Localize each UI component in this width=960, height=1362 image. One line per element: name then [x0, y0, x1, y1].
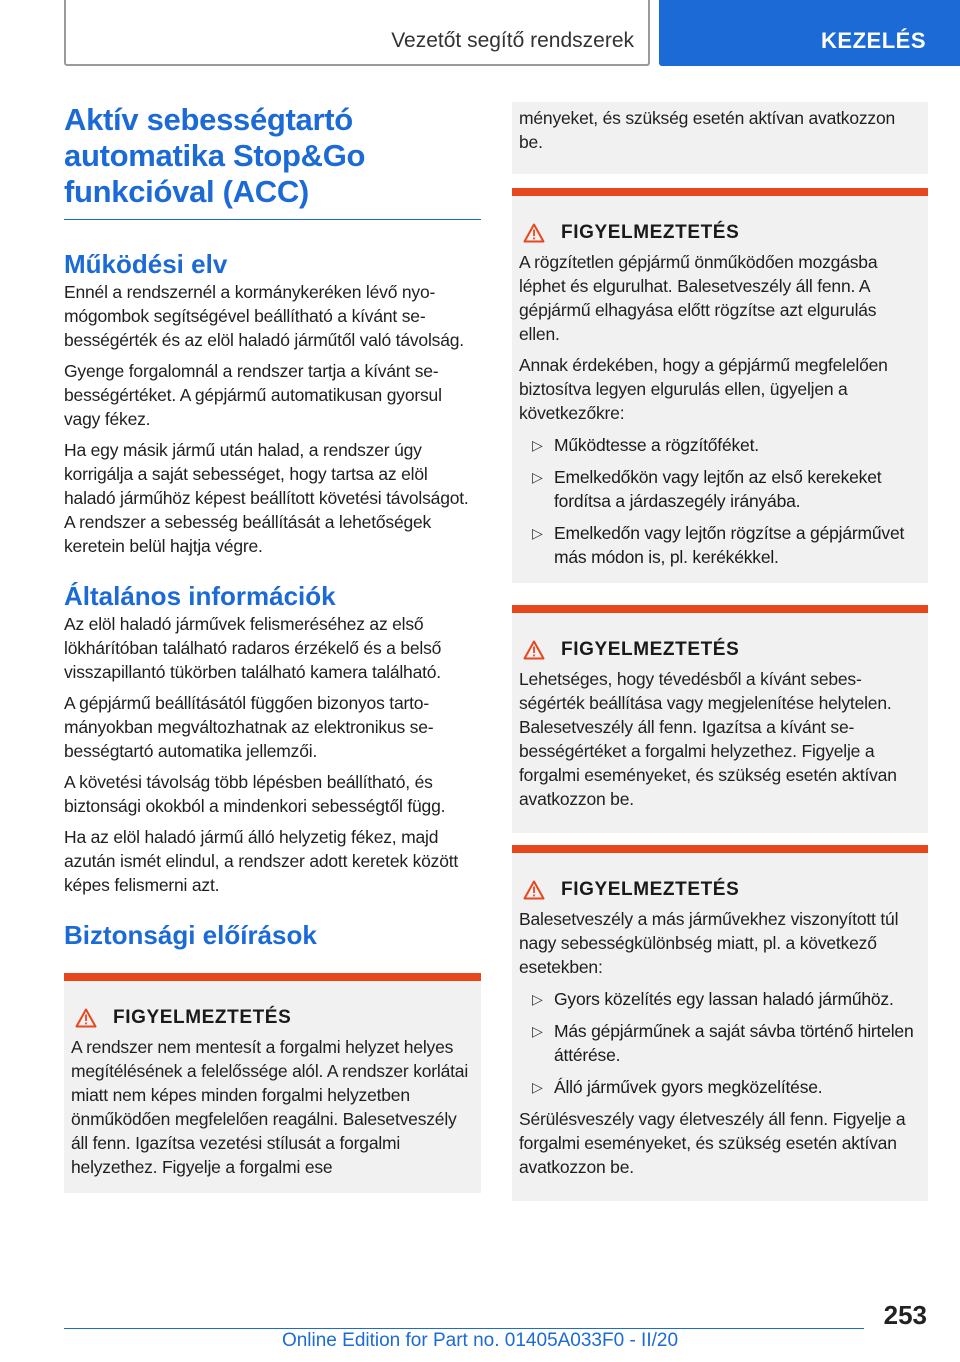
- paragraph: A gépjármű beállításától függően bizonyos tartományokban megváltozhatnak az elektronikus sebességtartó automatika jellemzői.: [64, 693, 434, 761]
- warning-box-continued: [512, 102, 928, 174]
- left-column: [64, 102, 481, 1193]
- bullet-arrow-icon: ▷: [532, 1079, 543, 1095]
- warning-triangle-icon: [523, 640, 545, 660]
- warning-triangle-icon: [75, 1008, 97, 1028]
- heading-biztonsagi-eloirasok: Biztonsági előírások: [64, 920, 317, 950]
- heading-altalanos-informaciok: Általános információk: [64, 581, 336, 611]
- warning-text: Sérülésveszély vagy életveszély áll fenn. Figyelje a forgalmi eseményeket, és szükség esetén aktívan avatkozzon be.: [519, 1109, 906, 1177]
- paragraph: Gyenge forgalomnál a rendszer tartja a kívánt sebességértéket. A gépjármű automatikusan gyorsul vagy fékez.: [64, 361, 442, 429]
- paragraph: Az elöl haladó járművek felismeréséhez az első lökhárítóban található radaros érzékelő és a belső visszapillantó tükörben található kamera található.: [64, 614, 442, 682]
- bullet-arrow-icon: ▷: [532, 1023, 543, 1039]
- warning-header: [519, 637, 921, 663]
- right-column: [512, 102, 928, 1201]
- warning-title: FIGYELMEZTETÉS: [561, 639, 740, 660]
- warning-box: [512, 605, 928, 833]
- heading-mukodesi-elv: Működési elv: [64, 249, 228, 279]
- warning-title: FIGYELMEZTETÉS: [561, 879, 740, 900]
- warning-header: [71, 1005, 474, 1031]
- warning-triangle-icon: [523, 223, 545, 243]
- chapter-tab: [659, 0, 960, 66]
- list-item: ▷ Más gépjárműnek a saját sávba történő hirtelen áttérése.: [532, 1021, 914, 1065]
- warning-text: Annak érdekében, hogy a gépjármű megfelelően biztosítva legyen elgurulás ellen, ügyeljen a következőkre:: [519, 355, 888, 423]
- paragraph: Ennél a rendszernél a kormánykeréken lévő nyomógombok segítségével beállítható a kívánt sebességérték és az elöl haladó járműtől való távolság.: [64, 282, 464, 350]
- bullet-arrow-icon: ▷: [532, 469, 543, 485]
- footer-divider: [64, 1328, 864, 1329]
- section-title: Vezetőt segítő rendszerek: [391, 29, 634, 52]
- warning-box: [512, 845, 928, 1201]
- warning-header: [519, 220, 921, 246]
- bullet-arrow-icon: ▷: [532, 437, 543, 453]
- list-item: ▷ Gyors közelítés egy lassan haladó járműhöz.: [532, 989, 894, 1009]
- warning-box: [512, 188, 928, 583]
- paragraph: Ha egy másik jármű után halad, a rendszer úgy korrigálja a saját sebességet, hogy tartsa az elöl haladó járműhöz képest beállított követési távolságot. A rendszer a sebesség beállítását a lehetőségek keretein belül hajtja végre.: [64, 440, 469, 556]
- warning-text: Lehetséges, hogy tévedésből a kívánt sebességérték beállítása vagy megjelenítése helytelen. Balesetveszély áll fenn. Igazítsa a kívánt sebességértéket a forgalmi helyzethez. Figyelje a forgalmi eseményeket, és szükség esetén aktívan avatkozzon be.: [519, 669, 897, 809]
- list-item: ▷ Emelkedőkön vagy lejtőn az első kerekeket fordítsa a járdaszegély irányába.: [532, 467, 882, 511]
- warning-triangle-icon: [523, 880, 545, 900]
- warning-text: Balesetveszély a más járművekhez viszonyított túl nagy sebességkülönbség miatt, pl. a következő esetekben:: [519, 909, 899, 977]
- bullet-arrow-icon: ▷: [532, 525, 543, 541]
- warning-text: A rendszer nem mentesít a forgalmi helyzet helyes megítélésének a felelőssége alól. A rendszer korlátai miatt nem képes minden forgalmi helyzetben önműködően megfelelően reagálni. Balesetveszély áll fenn. Igazítsa vezetési stílusát a forgalmi helyzethez. Figyelje a forgalmi ese: [71, 1037, 469, 1177]
- chapter-title: KEZELÉS: [821, 28, 926, 53]
- warning-title: FIGYELMEZTETÉS: [561, 222, 740, 243]
- list-item: ▷ Emelkedőn vagy lejtőn rögzítse a gépjárművet más módon is, pl. kerékékkel.: [532, 523, 905, 567]
- page-title: Aktív sebességtartó automatika Stop&Go funkcióval (ACC): [64, 102, 481, 220]
- warning-text: A rögzítetlen gépjármű önműködően mozgásba léphet és elgurulhat. Balesetveszély áll fenn. A gépjármű elhagyása előtt rögzítse azt elgurulás ellen.: [519, 252, 878, 344]
- list-item: ▷ Működtesse a rögzítőféket.: [532, 435, 759, 455]
- list-item: ▷ Álló járművek gyors megközelítése.: [532, 1077, 823, 1097]
- page-number: 253: [883, 1300, 927, 1330]
- paragraph: A követési távolság több lépésben beállítható, és biztonsági okokból a mindenkori sebességtől függ.: [64, 772, 446, 816]
- page-header: [0, 0, 960, 66]
- footer-edition: Online Edition for Part no. 01405A033F0 - II/20: [281, 1330, 679, 1351]
- warning-box: [64, 973, 481, 1193]
- section-tab: [64, 0, 650, 66]
- paragraph: Ha az elöl haladó jármű álló helyzetig fékez, majd azután ismét elindul, a rendszer adott keretek között képes felismerni azt.: [64, 827, 459, 895]
- bullet-arrow-icon: ▷: [532, 991, 543, 1007]
- warning-text: ményeket, és szükség esetén aktívan avatkozzon be.: [519, 108, 896, 152]
- warning-title: FIGYELMEZTETÉS: [113, 1007, 292, 1028]
- warning-header: [519, 877, 921, 903]
